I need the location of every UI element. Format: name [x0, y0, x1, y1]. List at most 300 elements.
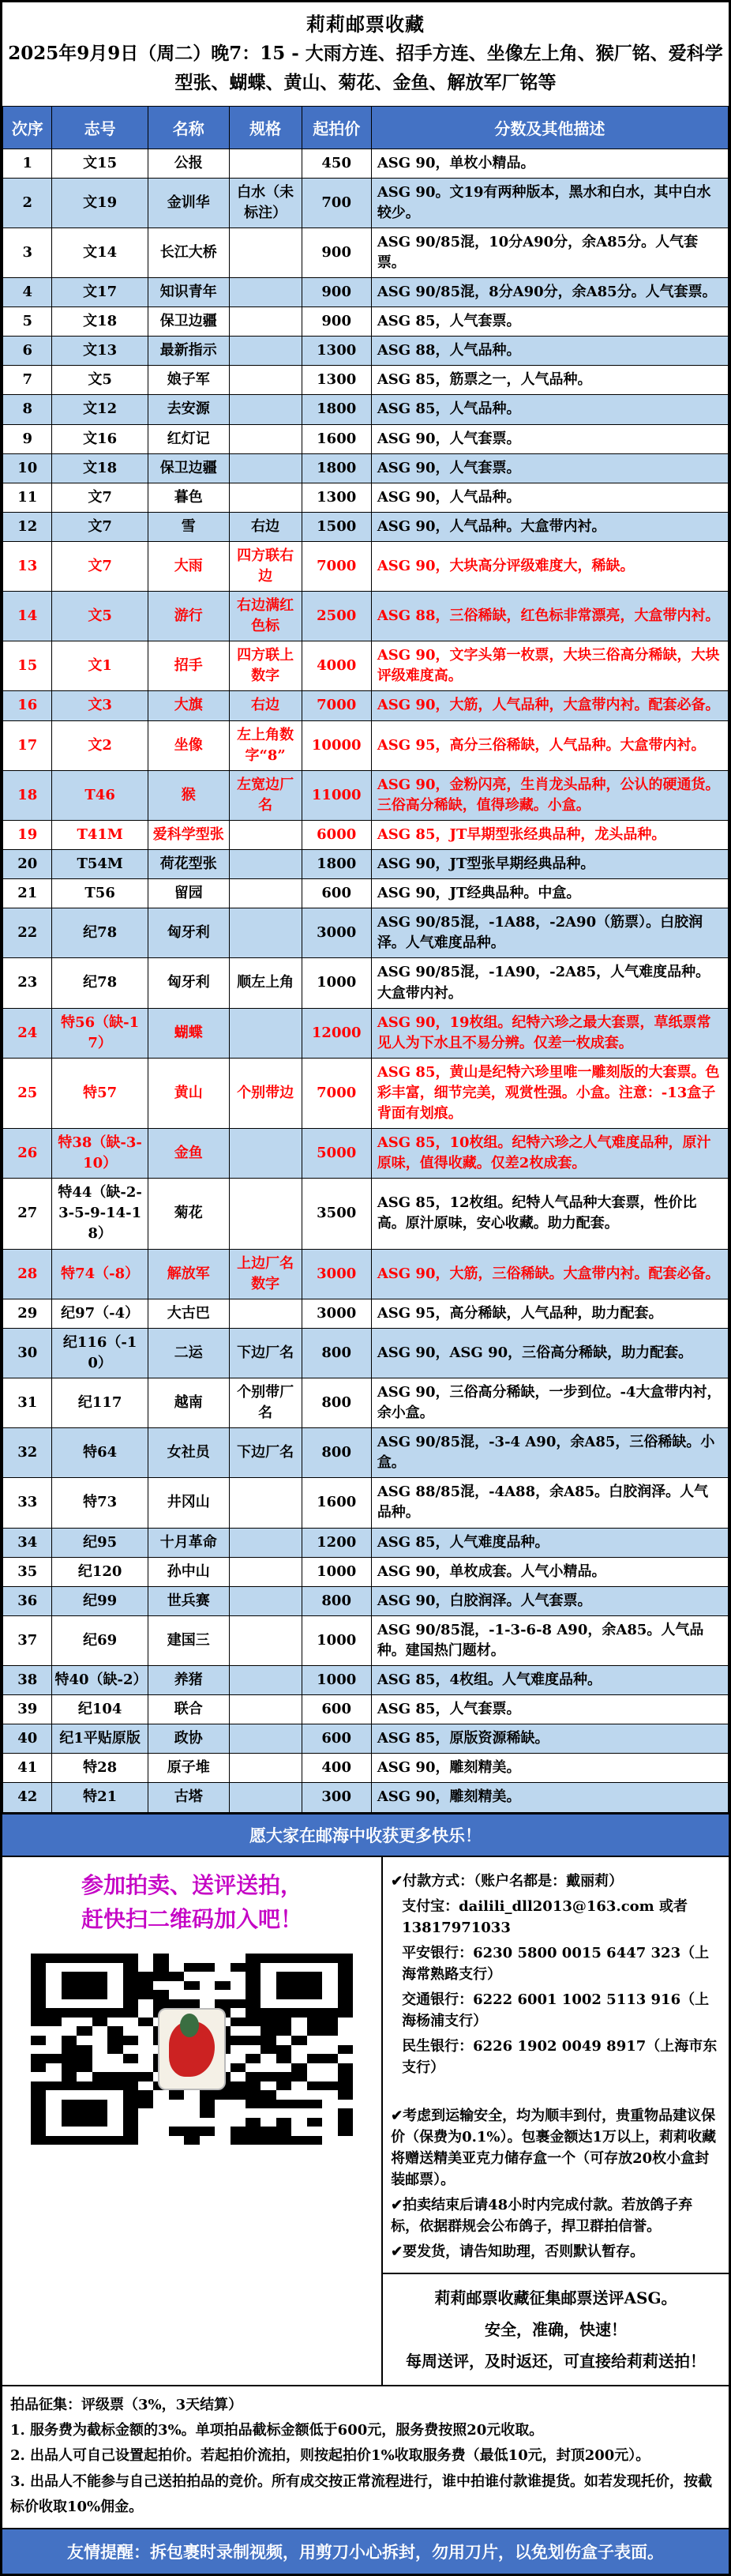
cell-description: ASG 85，4枚组。人气难度品种。	[371, 1666, 728, 1695]
table-row	[3, 178, 729, 228]
cell-lot-number: 23	[3, 958, 52, 1008]
cell-spec	[229, 1783, 302, 1812]
cell-lot-number: 31	[3, 1378, 52, 1428]
table-row	[3, 1478, 729, 1528]
lot-table	[2, 106, 729, 1813]
cell-stamp-name: 女社员	[148, 1428, 229, 1478]
column-header-no: 次序	[3, 106, 52, 149]
cell-start-price: 7000	[302, 1058, 371, 1128]
cell-lot-number: 38	[3, 1666, 52, 1695]
cell-stamp-name: 爱科学型张	[148, 820, 229, 849]
cell-stamp-name: 荷花型张	[148, 850, 229, 879]
cell-catalog-id: T46	[52, 770, 148, 820]
consignment-rules	[2, 2385, 729, 2529]
cell-spec: 下边厂名	[229, 1428, 302, 1478]
cell-start-price: 1800	[302, 453, 371, 483]
cell-start-price: 700	[302, 178, 371, 228]
table-row	[3, 228, 729, 277]
cell-catalog-id: 文7	[52, 483, 148, 512]
cell-start-price: 1800	[302, 395, 371, 424]
cell-stamp-name: 大古巴	[148, 1299, 229, 1328]
rule-line: 1. 服务费为截标金额的3%。单项拍品截标金额低于600元，服务费按照20元收取。	[10, 2421, 544, 2439]
cell-description: ASG 85，10枚组。纪特六珍之人气难度品种，原汁原味，值得收藏。仅差2枚成套。	[371, 1129, 728, 1179]
table-row	[3, 1695, 729, 1724]
column-header-cat: 志号	[52, 106, 148, 149]
cell-catalog-id: 文16	[52, 424, 148, 453]
auction-session-subtitle: 2025年9月9日（周二）晚7：15 - 大雨方连、招手方连、坐像左上角、猴厂铭、爱科学型张、蝴蝶、黄山、菊花、金鱼、解放军厂铭等	[8, 43, 723, 93]
cell-spec	[229, 1666, 302, 1695]
column-header-spec: 规格	[229, 106, 302, 149]
cell-catalog-id: 文1	[52, 641, 148, 691]
cell-description: ASG 90，单枚成套。人气小精品。	[371, 1557, 728, 1586]
cell-lot-number: 34	[3, 1528, 52, 1557]
cell-stamp-name: 招手	[148, 641, 229, 691]
payment-line: 平安银行：6230 5800 0015 6447 323（上海常熟路支行）	[402, 1944, 710, 1983]
cell-stamp-name: 二运	[148, 1328, 229, 1378]
cell-lot-number: 35	[3, 1557, 52, 1586]
cell-start-price: 4000	[302, 641, 371, 691]
qr-column	[2, 1857, 383, 2385]
cell-start-price: 1800	[302, 850, 371, 879]
table-row	[3, 1328, 729, 1378]
cell-spec	[229, 850, 302, 879]
column-header-desc: 分数及其他描述	[371, 106, 728, 149]
cell-lot-number: 27	[3, 1179, 52, 1249]
cell-spec	[229, 483, 302, 512]
cell-spec	[229, 1008, 302, 1058]
cell-description: ASG 85，12枚组。纪特人气品种大套票，性价比高。原汁原味，安心收藏。助力配套。	[371, 1179, 728, 1249]
cell-catalog-id: 文5	[52, 592, 148, 641]
table-row	[3, 1666, 729, 1695]
column-header-price: 起拍价	[302, 106, 371, 149]
table-row	[3, 278, 729, 307]
cell-lot-number: 32	[3, 1428, 52, 1478]
table-row	[3, 1179, 729, 1249]
cell-start-price: 800	[302, 1378, 371, 1428]
cell-catalog-id: 纪104	[52, 1695, 148, 1724]
cell-lot-number: 4	[3, 278, 52, 307]
table-header-row	[3, 106, 729, 149]
cell-description: ASG 85，JT早期型张经典品种，龙头品种。	[371, 820, 728, 849]
table-row	[3, 1249, 729, 1299]
table-row	[3, 366, 729, 395]
cell-start-price: 3000	[302, 908, 371, 958]
cell-catalog-id: 纪78	[52, 958, 148, 1008]
cell-spec	[229, 307, 302, 337]
cell-start-price: 900	[302, 278, 371, 307]
cell-spec	[229, 1129, 302, 1179]
cell-catalog-id: 特57	[52, 1058, 148, 1128]
cell-spec	[229, 366, 302, 395]
cell-lot-number: 7	[3, 366, 52, 395]
cell-lot-number: 6	[3, 337, 52, 366]
info-column	[383, 1857, 729, 2385]
cell-spec	[229, 1299, 302, 1328]
cell-description: ASG 90，ASG 90，三俗高分稀缺，助力配套。	[371, 1328, 728, 1378]
cell-stamp-name: 留园	[148, 879, 229, 908]
table-row	[3, 908, 729, 958]
table-row	[3, 512, 729, 541]
cell-spec	[229, 1478, 302, 1528]
bottom-section	[2, 1857, 729, 2385]
cell-lot-number: 5	[3, 307, 52, 337]
cell-start-price: 1300	[302, 483, 371, 512]
cell-stamp-name: 菊花	[148, 1179, 229, 1249]
cell-start-price: 3500	[302, 1179, 371, 1249]
cell-spec: 顺左上角	[229, 958, 302, 1008]
cell-stamp-name: 长江大桥	[148, 228, 229, 277]
cell-lot-number: 3	[3, 228, 52, 277]
table-row	[3, 850, 729, 879]
cell-start-price: 1000	[302, 958, 371, 1008]
table-row	[3, 1428, 729, 1478]
cell-lot-number: 11	[3, 483, 52, 512]
cell-spec	[229, 424, 302, 453]
table-row	[3, 1528, 729, 1557]
cell-catalog-id: 特28	[52, 1754, 148, 1783]
table-row	[3, 1299, 729, 1328]
cell-description: ASG 90。文19有两种版本，黑水和白水，其中白水较少。	[371, 178, 728, 228]
cell-lot-number: 21	[3, 879, 52, 908]
cell-catalog-id: 文2	[52, 720, 148, 770]
cell-description: ASG 85，原版资源稀缺。	[371, 1724, 728, 1754]
cell-description: ASG 85，黄山是纪特六珍里唯一雕刻版的大套票。色彩丰富，细节完美，观赏性强。小盒。注意：-13盒子背面有划痕。	[371, 1058, 728, 1128]
table-row	[3, 1058, 729, 1128]
table-row	[3, 1378, 729, 1428]
cell-catalog-id: 特40（缺-2）	[52, 1666, 148, 1695]
cell-description: ASG 90，JT经典品种。中盒。	[371, 879, 728, 908]
cell-catalog-id: 文19	[52, 178, 148, 228]
cell-description: ASG 88，人气品种。	[371, 337, 728, 366]
rule-line: 3. 出品人不能参与自己送拍拍品的竞价。所有成交按正常流程进行，谁中拍谁付款谁提货。如若发现托价，按截标价收取10%佣金。	[10, 2473, 713, 2516]
cell-description: ASG 85，人气品种。	[371, 395, 728, 424]
cell-lot-number: 33	[3, 1478, 52, 1528]
cell-catalog-id: 文17	[52, 278, 148, 307]
cell-start-price: 800	[302, 1586, 371, 1615]
cell-description: ASG 90，大筋，三俗稀缺。大盒带内衬。配套必备。	[371, 1249, 728, 1299]
cell-description: ASG 90/85混，-1A90，-2A85，人气难度品种。大盒带内衬。	[371, 958, 728, 1008]
cell-start-price: 1300	[302, 366, 371, 395]
cell-start-price: 450	[302, 149, 371, 178]
cell-spec: 四方联上数字	[229, 641, 302, 691]
table-row	[3, 1783, 729, 1812]
cell-lot-number: 8	[3, 395, 52, 424]
cell-catalog-id: 特56（缺-17）	[52, 1008, 148, 1058]
cell-description: ASG 90，人气品种。	[371, 483, 728, 512]
table-row	[3, 592, 729, 641]
cell-lot-number: 20	[3, 850, 52, 879]
cell-description: ASG 90，文字头第一枚票，大块三俗高分稀缺，大块评级难度高。	[371, 641, 728, 691]
asg-line: 安全，准确，快速！	[485, 2319, 628, 2339]
cell-start-price: 5000	[302, 1129, 371, 1179]
cell-stamp-name: 黄山	[148, 1058, 229, 1128]
cell-spec	[229, 278, 302, 307]
cell-catalog-id: 文7	[52, 512, 148, 541]
cell-spec: 右边满红色标	[229, 592, 302, 641]
cell-catalog-id: T56	[52, 879, 148, 908]
cell-spec: 个别带厂名	[229, 1378, 302, 1428]
asg-line: 每周送评，及时返还，可直接给莉莉送拍！	[406, 2351, 707, 2371]
cell-stamp-name: 保卫边疆	[148, 307, 229, 337]
table-row	[3, 1754, 729, 1783]
cell-start-price: 1200	[302, 1528, 371, 1557]
table-row	[3, 1724, 729, 1754]
cell-start-price: 600	[302, 1724, 371, 1754]
cell-spec: 左宽边厂名	[229, 770, 302, 820]
cell-lot-number: 22	[3, 908, 52, 958]
cell-spec	[229, 395, 302, 424]
table-row	[3, 641, 729, 691]
cell-start-price: 2500	[302, 592, 371, 641]
table-row	[3, 1008, 729, 1058]
cell-description: ASG 90，雕刻精美。	[371, 1783, 728, 1812]
cell-stamp-name: 大雨	[148, 541, 229, 591]
cell-spec: 右边	[229, 512, 302, 541]
cell-spec	[229, 1754, 302, 1783]
promo-line: 赶快扫二维码加入吧！	[81, 1905, 303, 1932]
cell-spec	[229, 453, 302, 483]
cell-stamp-name: 蝴蝶	[148, 1008, 229, 1058]
cell-spec	[229, 820, 302, 849]
cell-catalog-id: 特74（-8）	[52, 1249, 148, 1299]
cell-spec: 四方联右边	[229, 541, 302, 591]
payment-line: ✔要发货，请告知助理，否则默认暂存。	[391, 2243, 645, 2260]
cell-stamp-name: 金鱼	[148, 1129, 229, 1179]
cell-lot-number: 40	[3, 1724, 52, 1754]
cell-catalog-id: T41M	[52, 820, 148, 849]
cell-description: ASG 88，三俗稀缺，红色标非常漂亮，大盒带内衬。	[371, 592, 728, 641]
cell-catalog-id: 纪120	[52, 1557, 148, 1586]
cell-description: ASG 88/85混，-4A88，余A85。白胶润泽。人气品种。	[371, 1478, 728, 1528]
cell-spec	[229, 1179, 302, 1249]
cell-stamp-name: 公报	[148, 149, 229, 178]
cell-start-price: 3000	[302, 1299, 371, 1328]
cell-stamp-name: 井冈山	[148, 1478, 229, 1528]
cell-start-price: 400	[302, 1754, 371, 1783]
cell-lot-number: 37	[3, 1615, 52, 1665]
rule-line: 拍品征集：评级票（3%，3天结算）	[10, 2396, 243, 2413]
rule-line: 2. 出品人可自己设置起拍价。若起拍价流拍，则按起拍价1%收取服务费（最低10元，封顶200元）。	[10, 2447, 650, 2465]
column-header-name: 名称	[148, 106, 229, 149]
cell-description: ASG 90，大块高分评级难度大，稀缺。	[371, 541, 728, 591]
cell-start-price: 1600	[302, 1478, 371, 1528]
cell-catalog-id: 纪117	[52, 1378, 148, 1428]
cell-lot-number: 17	[3, 720, 52, 770]
cell-start-price: 12000	[302, 1008, 371, 1058]
payment-line: ✔付款方式：（账户名都是：戴丽莉）	[391, 1872, 624, 1890]
cell-catalog-id: 特73	[52, 1478, 148, 1528]
table-row	[3, 770, 729, 820]
table-row	[3, 307, 729, 337]
cell-catalog-id: 纪78	[52, 908, 148, 958]
table-row	[3, 483, 729, 512]
cell-lot-number: 1	[3, 149, 52, 178]
table-row	[3, 1586, 729, 1615]
cell-description: ASG 90，JT型张早期经典品种。	[371, 850, 728, 879]
cell-lot-number: 28	[3, 1249, 52, 1299]
cell-stamp-name: 去安源	[148, 395, 229, 424]
cell-description: ASG 90/85混，-3-4 A90，余A85，三俗稀缺。小盒。	[371, 1428, 728, 1478]
cell-description: ASG 90，大筋，人气品种，大盒带内衬。配套必备。	[371, 691, 728, 720]
table-row	[3, 720, 729, 770]
cell-description: ASG 90，人气套票。	[371, 424, 728, 453]
cell-catalog-id: 文13	[52, 337, 148, 366]
cell-description: ASG 90，19枚组。纪特六珍之最大套票，草纸票常见人为下水且不易分辨。仅差一枚成套。	[371, 1008, 728, 1058]
table-row	[3, 453, 729, 483]
asg-grading-block	[383, 2273, 729, 2385]
cell-stamp-name: 建国三	[148, 1615, 229, 1665]
cell-lot-number: 18	[3, 770, 52, 820]
cell-lot-number: 25	[3, 1058, 52, 1128]
cell-stamp-name: 金训华	[148, 178, 229, 228]
cell-description: ASG 90，人气套票。	[371, 453, 728, 483]
cell-spec	[229, 1695, 302, 1724]
cell-lot-number: 36	[3, 1586, 52, 1615]
cell-lot-number: 26	[3, 1129, 52, 1179]
cell-start-price: 7000	[302, 691, 371, 720]
cell-description: ASG 90，雕刻精美。	[371, 1754, 728, 1783]
cell-stamp-name: 古塔	[148, 1783, 229, 1812]
cell-stamp-name: 保卫边疆	[148, 453, 229, 483]
cell-lot-number: 41	[3, 1754, 52, 1783]
cell-start-price: 1000	[302, 1666, 371, 1695]
cell-catalog-id: 纪99	[52, 1586, 148, 1615]
cell-lot-number: 16	[3, 691, 52, 720]
cell-description: ASG 85，人气难度品种。	[371, 1528, 728, 1557]
cell-stamp-name: 雪	[148, 512, 229, 541]
cell-description: ASG 95，高分稀缺，人气品种，助力配套。	[371, 1299, 728, 1328]
cell-spec: 右边	[229, 691, 302, 720]
cell-spec	[229, 228, 302, 277]
cell-spec: 上边厂名数字	[229, 1249, 302, 1299]
table-row	[3, 424, 729, 453]
cell-stamp-name: 娘子军	[148, 366, 229, 395]
cell-description: ASG 85，人气套票。	[371, 307, 728, 337]
cell-start-price: 900	[302, 307, 371, 337]
cell-spec: 左上角数字“8”	[229, 720, 302, 770]
cell-catalog-id: 特21	[52, 1783, 148, 1812]
cell-start-price: 300	[302, 1783, 371, 1812]
payment-line: ✔考虑到运输安全，均为顺丰到付，贵重物品建议保价（保费为0.1%）。包裹金额达1万以上，莉莉收藏将赠送精美亚克力储存盒一个（可存放20枚小盒封装邮票）。	[391, 2107, 717, 2188]
cell-spec	[229, 1724, 302, 1754]
cell-start-price: 1000	[302, 1615, 371, 1665]
cell-start-price: 1300	[302, 337, 371, 366]
cell-catalog-id: 文18	[52, 307, 148, 337]
cell-stamp-name: 养猪	[148, 1666, 229, 1695]
cell-catalog-id: T54M	[52, 850, 148, 879]
cell-stamp-name: 联合	[148, 1695, 229, 1724]
cell-spec: 下边厂名	[229, 1328, 302, 1378]
cell-start-price: 10000	[302, 720, 371, 770]
cell-catalog-id: 文3	[52, 691, 148, 720]
cell-stamp-name: 解放军	[148, 1249, 229, 1299]
cell-catalog-id: 特64	[52, 1428, 148, 1478]
cell-lot-number: 9	[3, 424, 52, 453]
cell-stamp-name: 红灯记	[148, 424, 229, 453]
cell-catalog-id: 文7	[52, 541, 148, 591]
page-title: 莉莉邮票收藏	[306, 13, 425, 36]
page-header	[2, 2, 729, 106]
payment-line: 交通银行：6222 6001 1002 5113 916（上海杨浦支行）	[402, 1991, 710, 2029]
cell-description: ASG 90，白胶润泽。人气套票。	[371, 1586, 728, 1615]
cell-lot-number: 15	[3, 641, 52, 691]
promo-line: 参加拍卖、送评送拍，	[81, 1871, 303, 1898]
cell-start-price: 3000	[302, 1249, 371, 1299]
cell-lot-number: 13	[3, 541, 52, 591]
footer-reminder: 友情提醒：拆包裹时录制视频，用剪刀小心拆封，勿用刀片，以免划伤盒子表面。	[2, 2528, 729, 2574]
wish-banner: 愿大家在邮海中收获更多快乐！	[2, 1813, 729, 1857]
cell-stamp-name: 越南	[148, 1378, 229, 1428]
cell-description: ASG 90，三俗高分稀缺，一步到位。-4大盒带内衬，余小盒。	[371, 1378, 728, 1428]
cell-stamp-name: 暮色	[148, 483, 229, 512]
table-row	[3, 395, 729, 424]
cell-description: ASG 85，人气套票。	[371, 1695, 728, 1724]
cell-description: ASG 90/85混，10分A90分，余A85分。人气套票。	[371, 228, 728, 277]
payment-line: ✔拍卖结束后请48小时内完成付款。若放鸽子弃标，依据群规会公布鸽子，捍卫群拍信誉。	[391, 2196, 693, 2235]
cell-stamp-name: 坐像	[148, 720, 229, 770]
cell-lot-number: 12	[3, 512, 52, 541]
cell-description: ASG 90/85混，-1A88，-2A90（筋票）。白胶润泽。人气难度品种。	[371, 908, 728, 958]
cell-lot-number: 24	[3, 1008, 52, 1058]
cell-spec	[229, 908, 302, 958]
cell-catalog-id: 纪95	[52, 1528, 148, 1557]
cell-start-price: 1000	[302, 1557, 371, 1586]
table-row	[3, 958, 729, 1008]
cell-description: ASG 95，高分三俗稀缺，人气品种。大盒带内衬。	[371, 720, 728, 770]
cell-start-price: 900	[302, 228, 371, 277]
cell-stamp-name: 匈牙利	[148, 958, 229, 1008]
cell-start-price: 1500	[302, 512, 371, 541]
payment-block	[383, 1857, 729, 2273]
cell-catalog-id: 纪69	[52, 1615, 148, 1665]
qr-code	[31, 1954, 353, 2145]
table-row	[3, 1615, 729, 1665]
payment-line: 支付宝：dailili_dll2013@163.com 或者 13817971033	[402, 1897, 688, 1936]
cell-spec	[229, 1528, 302, 1557]
cell-lot-number: 19	[3, 820, 52, 849]
cell-stamp-name: 孙中山	[148, 1557, 229, 1586]
cell-start-price: 7000	[302, 541, 371, 591]
cell-spec	[229, 1615, 302, 1665]
table-row	[3, 149, 729, 178]
table-row	[3, 879, 729, 908]
cell-lot-number: 10	[3, 453, 52, 483]
cell-description: ASG 90/85混，8分A90分，余A85分。人气套票。	[371, 278, 728, 307]
payment-line: 民生银行：6226 1902 0049 8917（上海市东支行）	[402, 2037, 718, 2076]
cell-spec: 白水（未标注）	[229, 178, 302, 228]
cell-stamp-name: 知识青年	[148, 278, 229, 307]
cell-catalog-id: 文15	[52, 149, 148, 178]
cell-spec	[229, 879, 302, 908]
cell-stamp-name: 世兵赛	[148, 1586, 229, 1615]
table-body	[3, 149, 729, 1812]
cell-stamp-name: 十月革命	[148, 1528, 229, 1557]
table-row	[3, 337, 729, 366]
cell-spec	[229, 1557, 302, 1586]
asg-line: 莉莉邮票收藏征集邮票送评ASG。	[434, 2288, 677, 2307]
cell-catalog-id: 纪97（-4）	[52, 1299, 148, 1328]
table-row	[3, 1129, 729, 1179]
cell-catalog-id: 纪116（-10）	[52, 1328, 148, 1378]
cell-lot-number: 42	[3, 1783, 52, 1812]
cell-catalog-id: 文14	[52, 228, 148, 277]
table-row	[3, 820, 729, 849]
cell-lot-number: 14	[3, 592, 52, 641]
cell-stamp-name: 最新指示	[148, 337, 229, 366]
cell-description: ASG 90，金粉闪亮，生肖龙头品种，公认的硬通货。三俗高分稀缺，值得珍藏。小盒。	[371, 770, 728, 820]
cell-start-price: 600	[302, 1695, 371, 1724]
cell-catalog-id: 文18	[52, 453, 148, 483]
